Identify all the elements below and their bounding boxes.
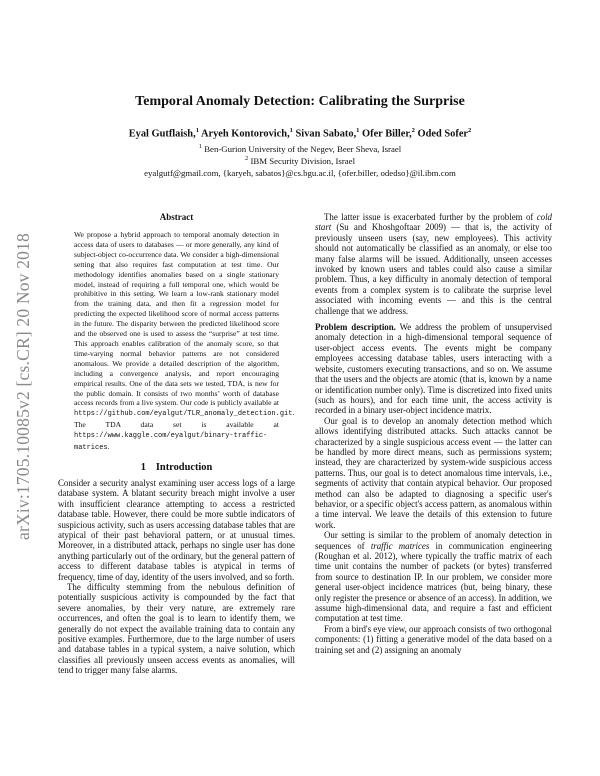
paragraph-text: Our setting is similar to the problem of anomaly detection in sequences of	[315, 530, 552, 551]
dataset-link[interactable]: https://www.kaggle.com/eyalgut/binary-traffic-matrices	[74, 432, 268, 453]
affiliation-number: 1	[198, 143, 202, 150]
run-in-heading: Problem description.	[315, 322, 396, 333]
author-list	[0, 127, 600, 139]
emphasis: traffic matrices	[370, 540, 430, 551]
affiliation-number: 2	[244, 155, 249, 162]
abstract-text: .	[107, 442, 110, 452]
paragraph: Consider a security analyst examining user access logs of a large database system. A blatant security breach might involve a user with insufficient clearance attempting to access a restricted database table. However, there could be more subtle indicators of suspicious activity, such as users accessing database tables that are atypical of their past behavioral pattern, or at unusual times. Moreover, in a distributed attack, perhaps no single user has done anything particularly out of the ordinary, but the general pattern of access to different database tables is atypical in terms of frequency, time of day, identity of the users involved, and so forth.	[58, 477, 295, 582]
section-title: Introduction	[155, 461, 213, 473]
author-affiliation-mark: 1	[195, 127, 199, 134]
author: Oded Sofer	[417, 128, 469, 140]
author-affiliation-mark: 2	[468, 127, 472, 134]
author: Eyal Gutflaish,	[128, 128, 196, 140]
affiliation	[0, 155, 600, 166]
affiliation-text: Ben-Gurion University of the Negev, Beer Sheva, Israel	[204, 143, 402, 154]
paragraph: Our goal is to develop an anomaly detection method which allows identifying distributed attacks. Such attacks cannot be characterized by a single suspicious access event — the latter can be handled by more direct means, such as permissions system; instead, they are characterized by system-wide suspicious access patterns. Thus, our goal is to detect anomalous time intervals, i.e., segments of activity that contain atypical behavior. Our proposed method can also be adapted to diagnosing a specific user's behavior, or a specific object's access pattern, as anomalous within a time interval. We leave the details of this extension to future work.	[315, 415, 552, 530]
author: Aryeh Kontorovich,	[200, 128, 290, 140]
paragraph	[315, 530, 552, 624]
author-emails: eyalgutf@gmail.com, {karyeh, sabatos}@cs.bgu.ac.il, {ofer.biller, odedso}@il.ibm.com	[144, 168, 456, 178]
arxiv-id: arXiv:1705.10085v2 [cs.CR] 20 Nov 2018	[13, 232, 34, 540]
paragraph-text: The latter issue is exacerbated further by the problem of	[324, 212, 537, 222]
abstract-heading: Abstract	[159, 212, 194, 222]
paragraph	[315, 322, 552, 416]
paragraph: From a bird's eye view, our approach consists of two orthogonal components: (1) fitting a generative model of the data based on a training set and (2) assigning an anomaly	[315, 623, 552, 655]
author: Sivan Sabato,	[295, 128, 357, 140]
code-link[interactable]: https://github.com/eyalgut/TLR_anomaly_detection.git	[74, 410, 293, 419]
left-column	[58, 212, 295, 676]
author-affiliation-mark: 1	[289, 127, 293, 134]
right-column	[315, 212, 552, 655]
arxiv-stamp	[6, 196, 42, 576]
author: Ofer Biller,	[362, 128, 412, 140]
affiliation	[0, 143, 600, 154]
affiliation-text: IBM Security Division, Israel	[250, 155, 356, 166]
author-affiliation-mark: 1	[356, 127, 360, 134]
emphasis: cold start	[315, 212, 552, 233]
section-number: 1	[140, 461, 146, 473]
abstract-text: We propose a hybrid approach to temporal anomaly detection in access data of users to databases — or more generally, any kind of subject-object co-occurrence data. We consider a high-dimensional setting that also requires fast computation at test time. Our methodology identifies anomalies based on a single stationary model, instead of requiring a full temporal one, which would be prohibitive in this setting. We learn a low-rank stationary model from the training data, and then fit a regression model for predicting the expected likelihood score of normal access patterns in the future. The disparity between the predicted likelihood score and the observed one is used to assess the “surprise” at test time. This approach enables calibration of the anomaly score, so that time-varying normal behavior patterns are not considered anomalous. We provide a detailed description of the algorithm, including a convergence analysis, and report encouraging empirical results. One of the data sets we tested, TDA, is new for the public domain. It consists of two months’ worth of database access records from a live system. Our code is publicly available at	[74, 230, 279, 408]
abstract-text: . The TDA data set is available at	[74, 408, 295, 430]
paragraph	[315, 212, 552, 316]
author-affiliation-mark: 2	[411, 127, 415, 134]
section-heading	[58, 462, 295, 473]
paragraph-text: (Su and Khoshgoftaar 2009) — that is, the activity of previously unseen users (say, new employees). This activity should not automatically be classified as an anomaly, or else too many false alarms will be issued. Additionally, unseen accesses invoked by known users and tables could also cause a similar problem. Thus, a key difficulty in anomaly detection of temporal events from a complex system is to calibrate the surprise level associated with incoming events — and this is the central challenge that we address.	[315, 222, 552, 316]
abstract-body	[74, 230, 295, 454]
paper-title: Temporal Anomaly Detection: Calibrating the Surprise	[135, 94, 465, 109]
paragraph-text: We address the problem of unsupervised anomaly detection in a high-dimensional temporal sequence of user-object access events. The events might be company employees accessing database tables, users interacting with a website, customers executing transactions, and so on. We assume that the users and the objects are atomic (that is, known by a name or identification number only). Time is discretized into fixed units (such as hours), and for each time unit, the access activity is recorded in a binary user-object incidence matrix.	[315, 322, 552, 416]
paragraph-text: in communication engineering (Roughan et al. 2012), where typically the traffic matrix of each time unit contains the number of packets (or bytes) transferred from source to destination IP. In our problem, we consider more general user-object incidence matrices (but, being binary, these only register the presence or absence of an access). In addition, we assume high-dimensional data, and require a fast and efficient computation at test time.	[315, 540, 552, 624]
paragraph: The difficulty stemming from the nebulous definition of potentially suspicious activity is compounded by the fact that severe anomalies, by their very nature, are extremely rare occurrences, and often the goal is to learn to identify them, we generally do not expect the available training data to contain any positive examples. Furthermore, due to the large number of users and database tables in a typical system, a naive solution, which classifies all previously unseen access events as anomalies, will tend to trigger many false alarms.	[58, 582, 295, 676]
